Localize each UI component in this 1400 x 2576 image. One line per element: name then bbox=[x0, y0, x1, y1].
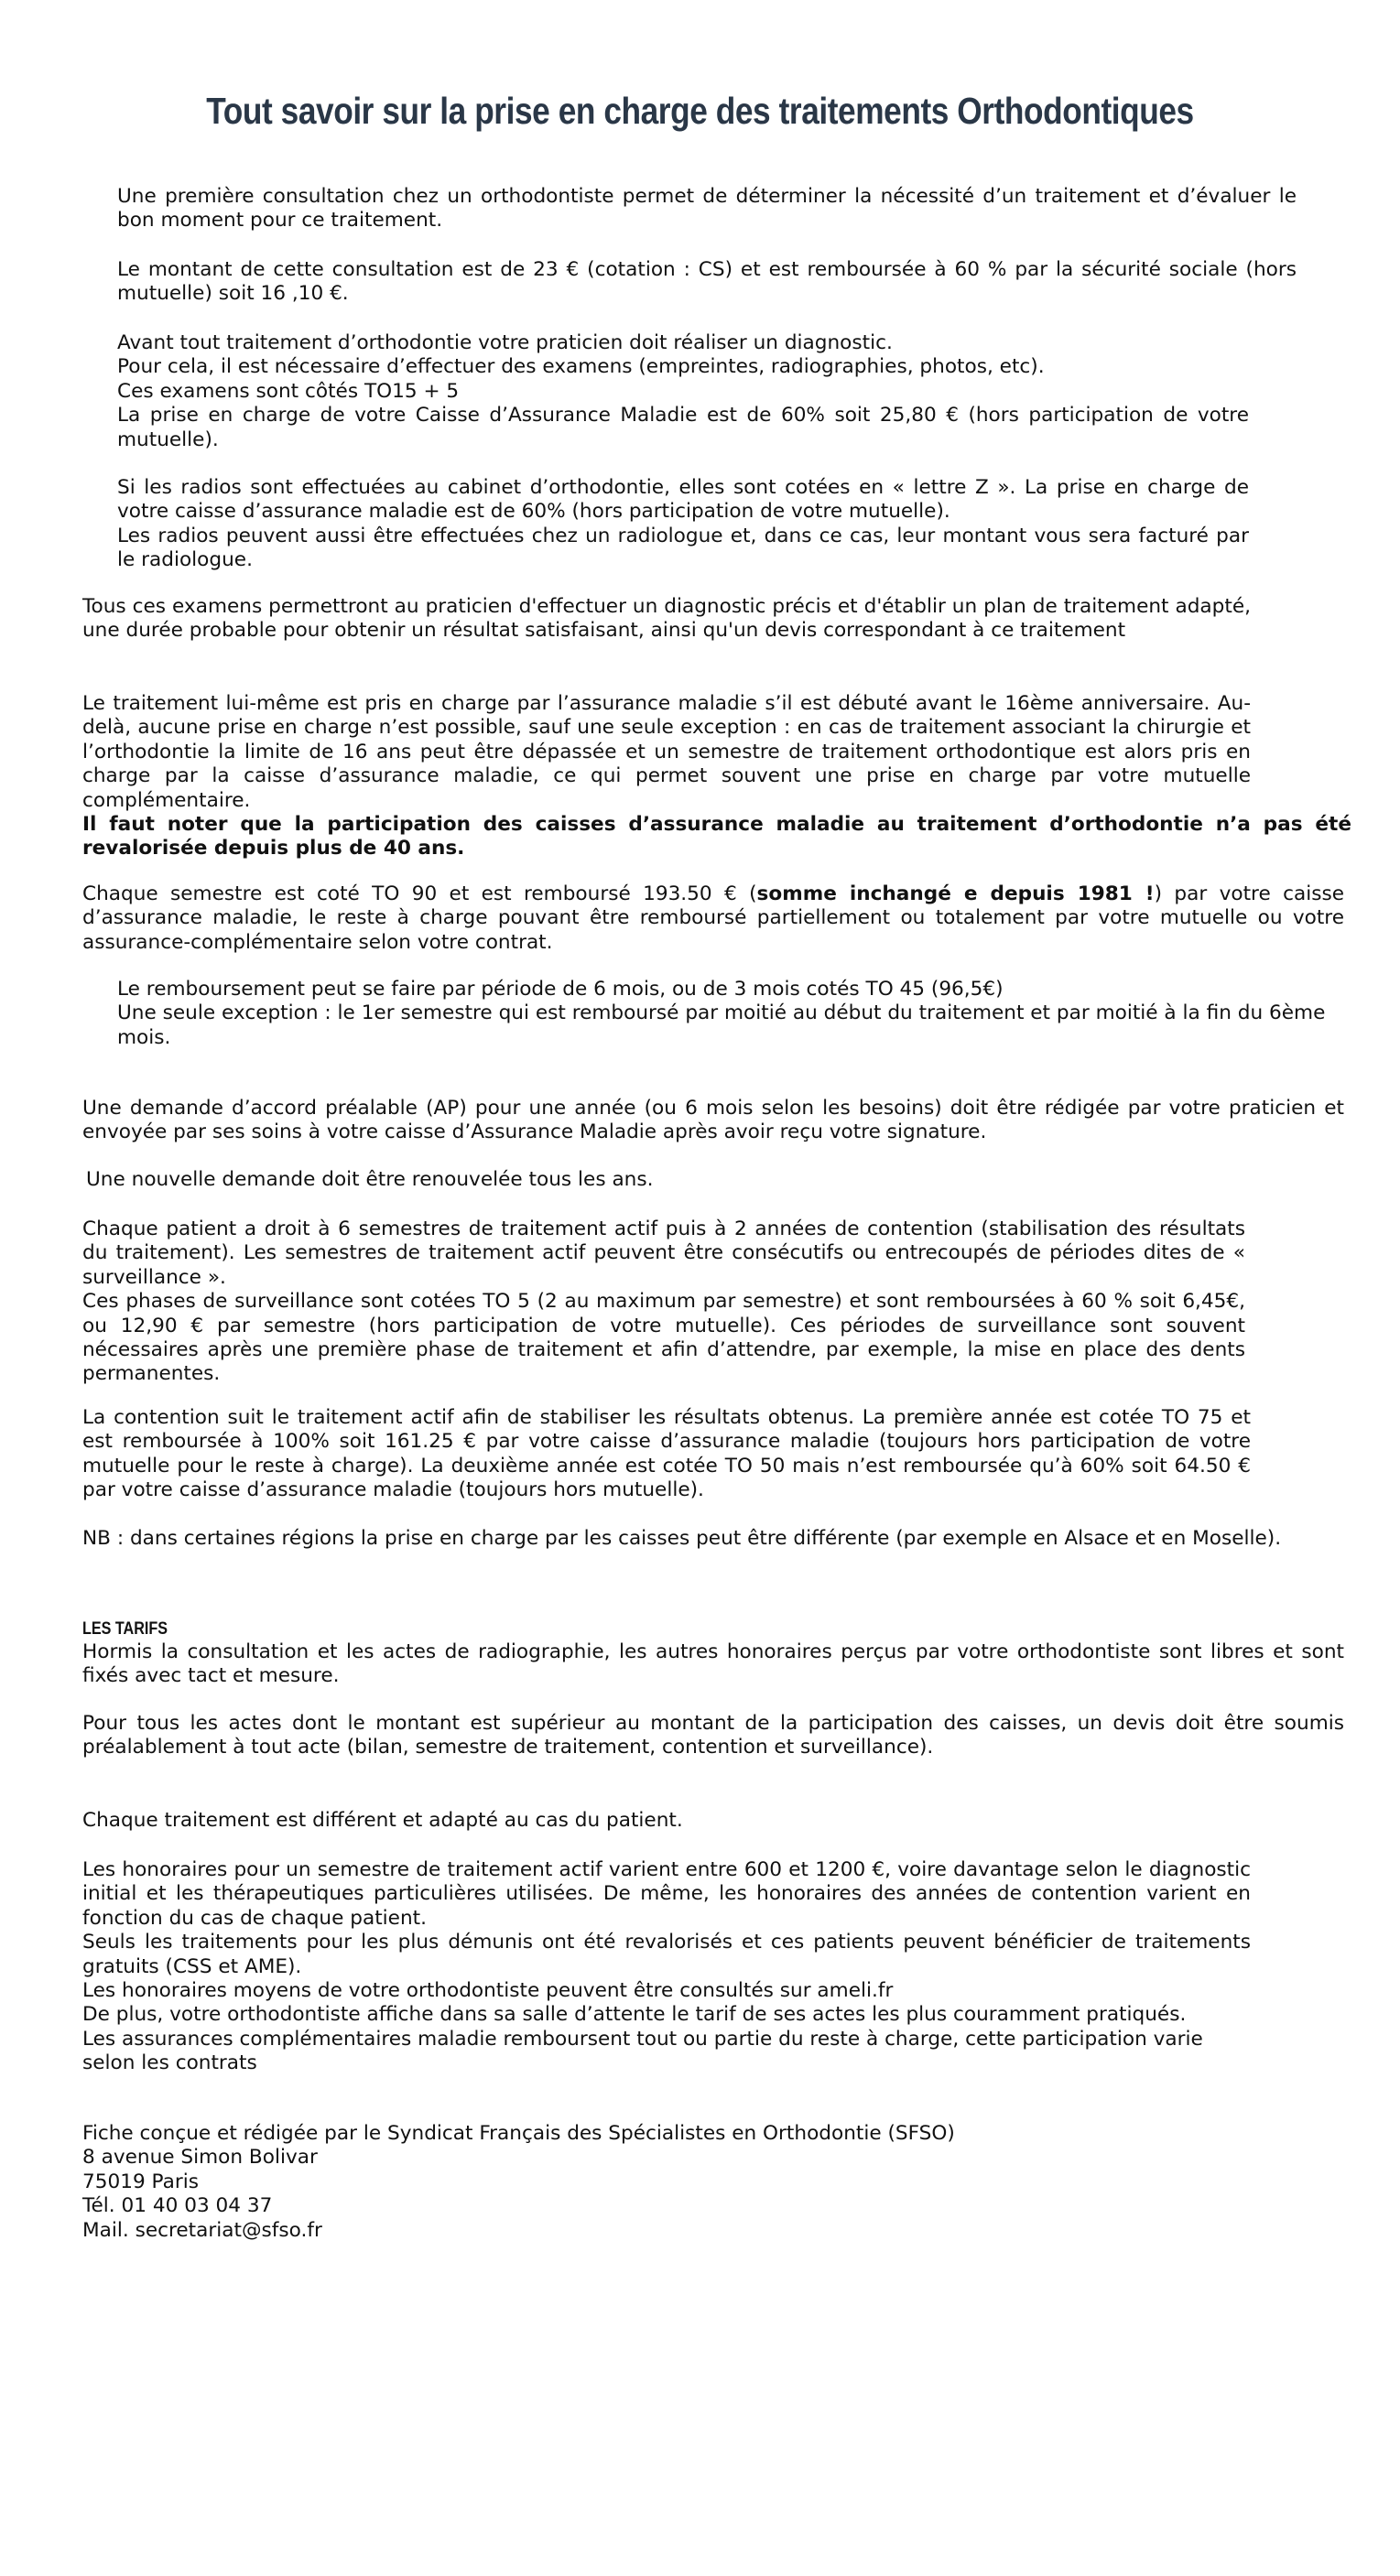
tarifs-heading: LES TARIFS bbox=[82, 1619, 168, 1639]
honoraires-line-4: De plus, votre orthodontiste affiche dans sa salle d’attente le tarif de ses actes les plus couramment pratiqués. bbox=[82, 2003, 1187, 2027]
tarifs-paragraph-4 bbox=[82, 1858, 1251, 2076]
paragraph-semestres-actifs bbox=[82, 1218, 1245, 1387]
paragraph-examens: Tous ces examens permettront au praticien d'effectuer un diagnostic précis et d'établir un plan de traitement adapté, une durée probable pour obtenir un résultat satisfaisant, ainsi qu'un devis correspondant à ce traitement bbox=[82, 595, 1251, 643]
tarifs-paragraph-2: Pour tous les actes dont le montant est supérieur au montant de la participation des caisses, un devis doit être soumis préalablement à tout acte (bilan, semestre de traitement, contention et surveillance). bbox=[82, 1712, 1344, 1759]
footer-address: 8 avenue Simon Bolivar bbox=[82, 2146, 318, 2170]
semestres-line-1: Chaque patient a droit à 6 semestres de traitement actif puis à 2 années de contention (stabilisation des résultats du traitement). Les semestres de traitement actif peuvent être consécutifs ou entrecoupés de périodes dites de « surveillance ». bbox=[82, 1218, 1245, 1289]
radios-line-2: Les radios peuvent aussi être effectuées chez un radiologue et, dans ce cas, leur montant vous sera facturé par le radiologue. bbox=[117, 524, 1249, 572]
tarifs-paragraph-1: Hormis la consultation et les actes de radiographie, les autres honoraires perçus par votre orthodontiste sont libres et sont fixés avec tact et mesure. bbox=[82, 1640, 1344, 1688]
paragraph-traitement bbox=[82, 692, 1351, 861]
honoraires-line-2: Seuls les traitements pour les plus démunis ont été revalorisés et ces patients peuvent bénéficier de traitements gratuits (CSS et AME). bbox=[82, 1931, 1251, 1978]
semestre-text-before: Chaque semestre est coté TO 90 et est remboursé 193.50 € ( bbox=[82, 882, 757, 905]
paragraph-accord-prealable: Une demande d’accord préalable (AP) pour une année (ou 6 mois selon les besoins) doit être rédigée par votre praticien et envoyée par ses soins à votre caisse d’Assurance Maladie après avoir reçu votre signature. bbox=[82, 1097, 1344, 1144]
paragraph-remboursement bbox=[117, 978, 1335, 1050]
semestre-bold: somme inchangé e depuis 1981 ! bbox=[756, 882, 1155, 905]
footer-email: Mail. secretariat@sfso.fr bbox=[82, 2218, 322, 2242]
paragraph-consultation: Une première consultation chez un orthodontiste permet de déterminer la nécessité d’un traitement et d’évaluer le bon moment pour ce traitement. bbox=[117, 185, 1297, 233]
radios-line-1: Si les radios sont effectuées au cabinet d’orthodontie, elles sont cotées en « lettre Z ». La prise en charge de votre caisse d’assurance maladie est de 60% (hors participation de votre mutuelle). bbox=[117, 476, 1249, 524]
paragraph-radios bbox=[117, 476, 1249, 573]
tarifs-paragraph-3: Chaque traitement est différent et adapté au cas du patient. bbox=[82, 1809, 683, 1832]
honoraires-line-1: Les honoraires pour un semestre de traitement actif varient entre 600 et 1200 €, voire davantage selon le diagnostic initial et les thérapeutiques particulières utilisées. De même, les honoraires des années de contention varient en fonction du cas de chaque patient. bbox=[82, 1858, 1251, 1930]
honoraires-line-3: Les honoraires moyens de votre orthodontiste peuvent être consultés sur ameli.fr bbox=[82, 1979, 894, 2003]
diagnostic-line-2: Pour cela, il est nécessaire d’effectuer des examens (empreintes, radiographies, photos, etc). bbox=[117, 355, 1045, 379]
section-tarifs bbox=[82, 1617, 1344, 1689]
paragraph-consultation-price: Le montant de cette consultation est de 23 € (cotation : CS) et est remboursée à 60 % par la sécurité sociale (hors mutuelle) soit 16 ,10 €. bbox=[117, 258, 1297, 306]
paragraph-semestre bbox=[82, 882, 1344, 955]
paragraph-contention: La contention suit le traitement actif afin de stabiliser les résultats obtenus. La première année est cotée TO 75 et est remboursée à 100% soit 161.25 € par votre caisse d’assurance maladie (toujours hors participation de votre mutuelle pour le reste à charge). La deuxième année est cotée TO 50 mais n’est remboursée qu’à 60% soit 64.50 € par votre caisse d’assurance maladie (toujours hors mutuelle). bbox=[82, 1406, 1251, 1502]
traitement-bold-note: Il faut noter que la participation des caisses d’assurance maladie au traitement d’orthodontie n’a pas été revalorisée depuis plus de 40 ans. bbox=[82, 813, 1351, 860]
remboursement-line-1: Le remboursement peut se faire par période de 6 mois, ou de 3 mois cotés TO 45 (96,5€) bbox=[117, 978, 1004, 1001]
paragraph-renouvellement: Une nouvelle demande doit être renouvelée tous les ans. bbox=[86, 1168, 654, 1191]
semestres-line-2: Ces phases de surveillance sont cotées TO 5 (2 au maximum par semestre) et sont remboursées à 60 % soit 6,45€, ou 12,90 € par semestre (hors participation de votre mutuelle). Ces périodes de surveillance sont souvent nécessaires après une première phase de traitement et afin d’attendre, par exemple, la mise en place des dents permanentes. bbox=[82, 1290, 1245, 1386]
diagnostic-line-3: Ces examens sont côtés TO15 + 5 bbox=[117, 379, 460, 403]
diagnostic-line-1: Avant tout traitement d’orthodontie votre praticien doit réaliser un diagnostic. bbox=[117, 331, 893, 354]
honoraires-line-5: Les assurances complémentaires maladie remboursent tout ou partie du reste à charge, cette participation varie selon les contrats bbox=[82, 2027, 1203, 2075]
paragraph-nb: NB : dans certaines régions la prise en charge par les caisses peut être différente (par exemple en Alsace et en Moselle). bbox=[82, 1527, 1282, 1550]
semestre-text-after: ) par votre caisse d’assurance maladie, le reste à charge pouvant être remboursé partiellement ou totalement par votre mutuelle ou votre assurance-complémentaire selon votre contrat. bbox=[82, 882, 1344, 954]
paragraph-diagnostic bbox=[117, 331, 1297, 452]
footer-city: 75019 Paris bbox=[82, 2170, 199, 2193]
footer-contact bbox=[82, 2122, 1344, 2243]
page-title: Tout savoir sur la prise en charge des traitements Orthodontiques bbox=[206, 90, 1194, 132]
footer-phone: Tél. 01 40 03 04 37 bbox=[82, 2194, 273, 2218]
footer-author: Fiche conçue et rédigée par le Syndicat Français des Spécialistes en Orthodontie (SFSO) bbox=[82, 2122, 955, 2145]
diagnostic-line-4: La prise en charge de votre Caisse d’Assurance Maladie est de 60% soit 25,80 € (hors participation de votre mutuelle). bbox=[117, 404, 1249, 451]
traitement-text: Le traitement lui-même est pris en charge par l’assurance maladie s’il est débuté avant le 16ème anniversaire. Au-delà, aucune prise en charge n’est possible, sauf une seule exception : en cas de traitement associant la chirurgie et l’orthodontie la limite de 16 ans peut être dépassée et un semestre de traitement orthodontique est alors pris en charge par la caisse d’assurance maladie, ce qui permet souvent une prise en charge par votre mutuelle complémentaire. bbox=[82, 692, 1251, 812]
remboursement-line-2: Une seule exception : le 1er semestre qui est remboursé par moitié au début du traitement et par moitié à la fin du 6ème mois. bbox=[117, 1001, 1326, 1049]
